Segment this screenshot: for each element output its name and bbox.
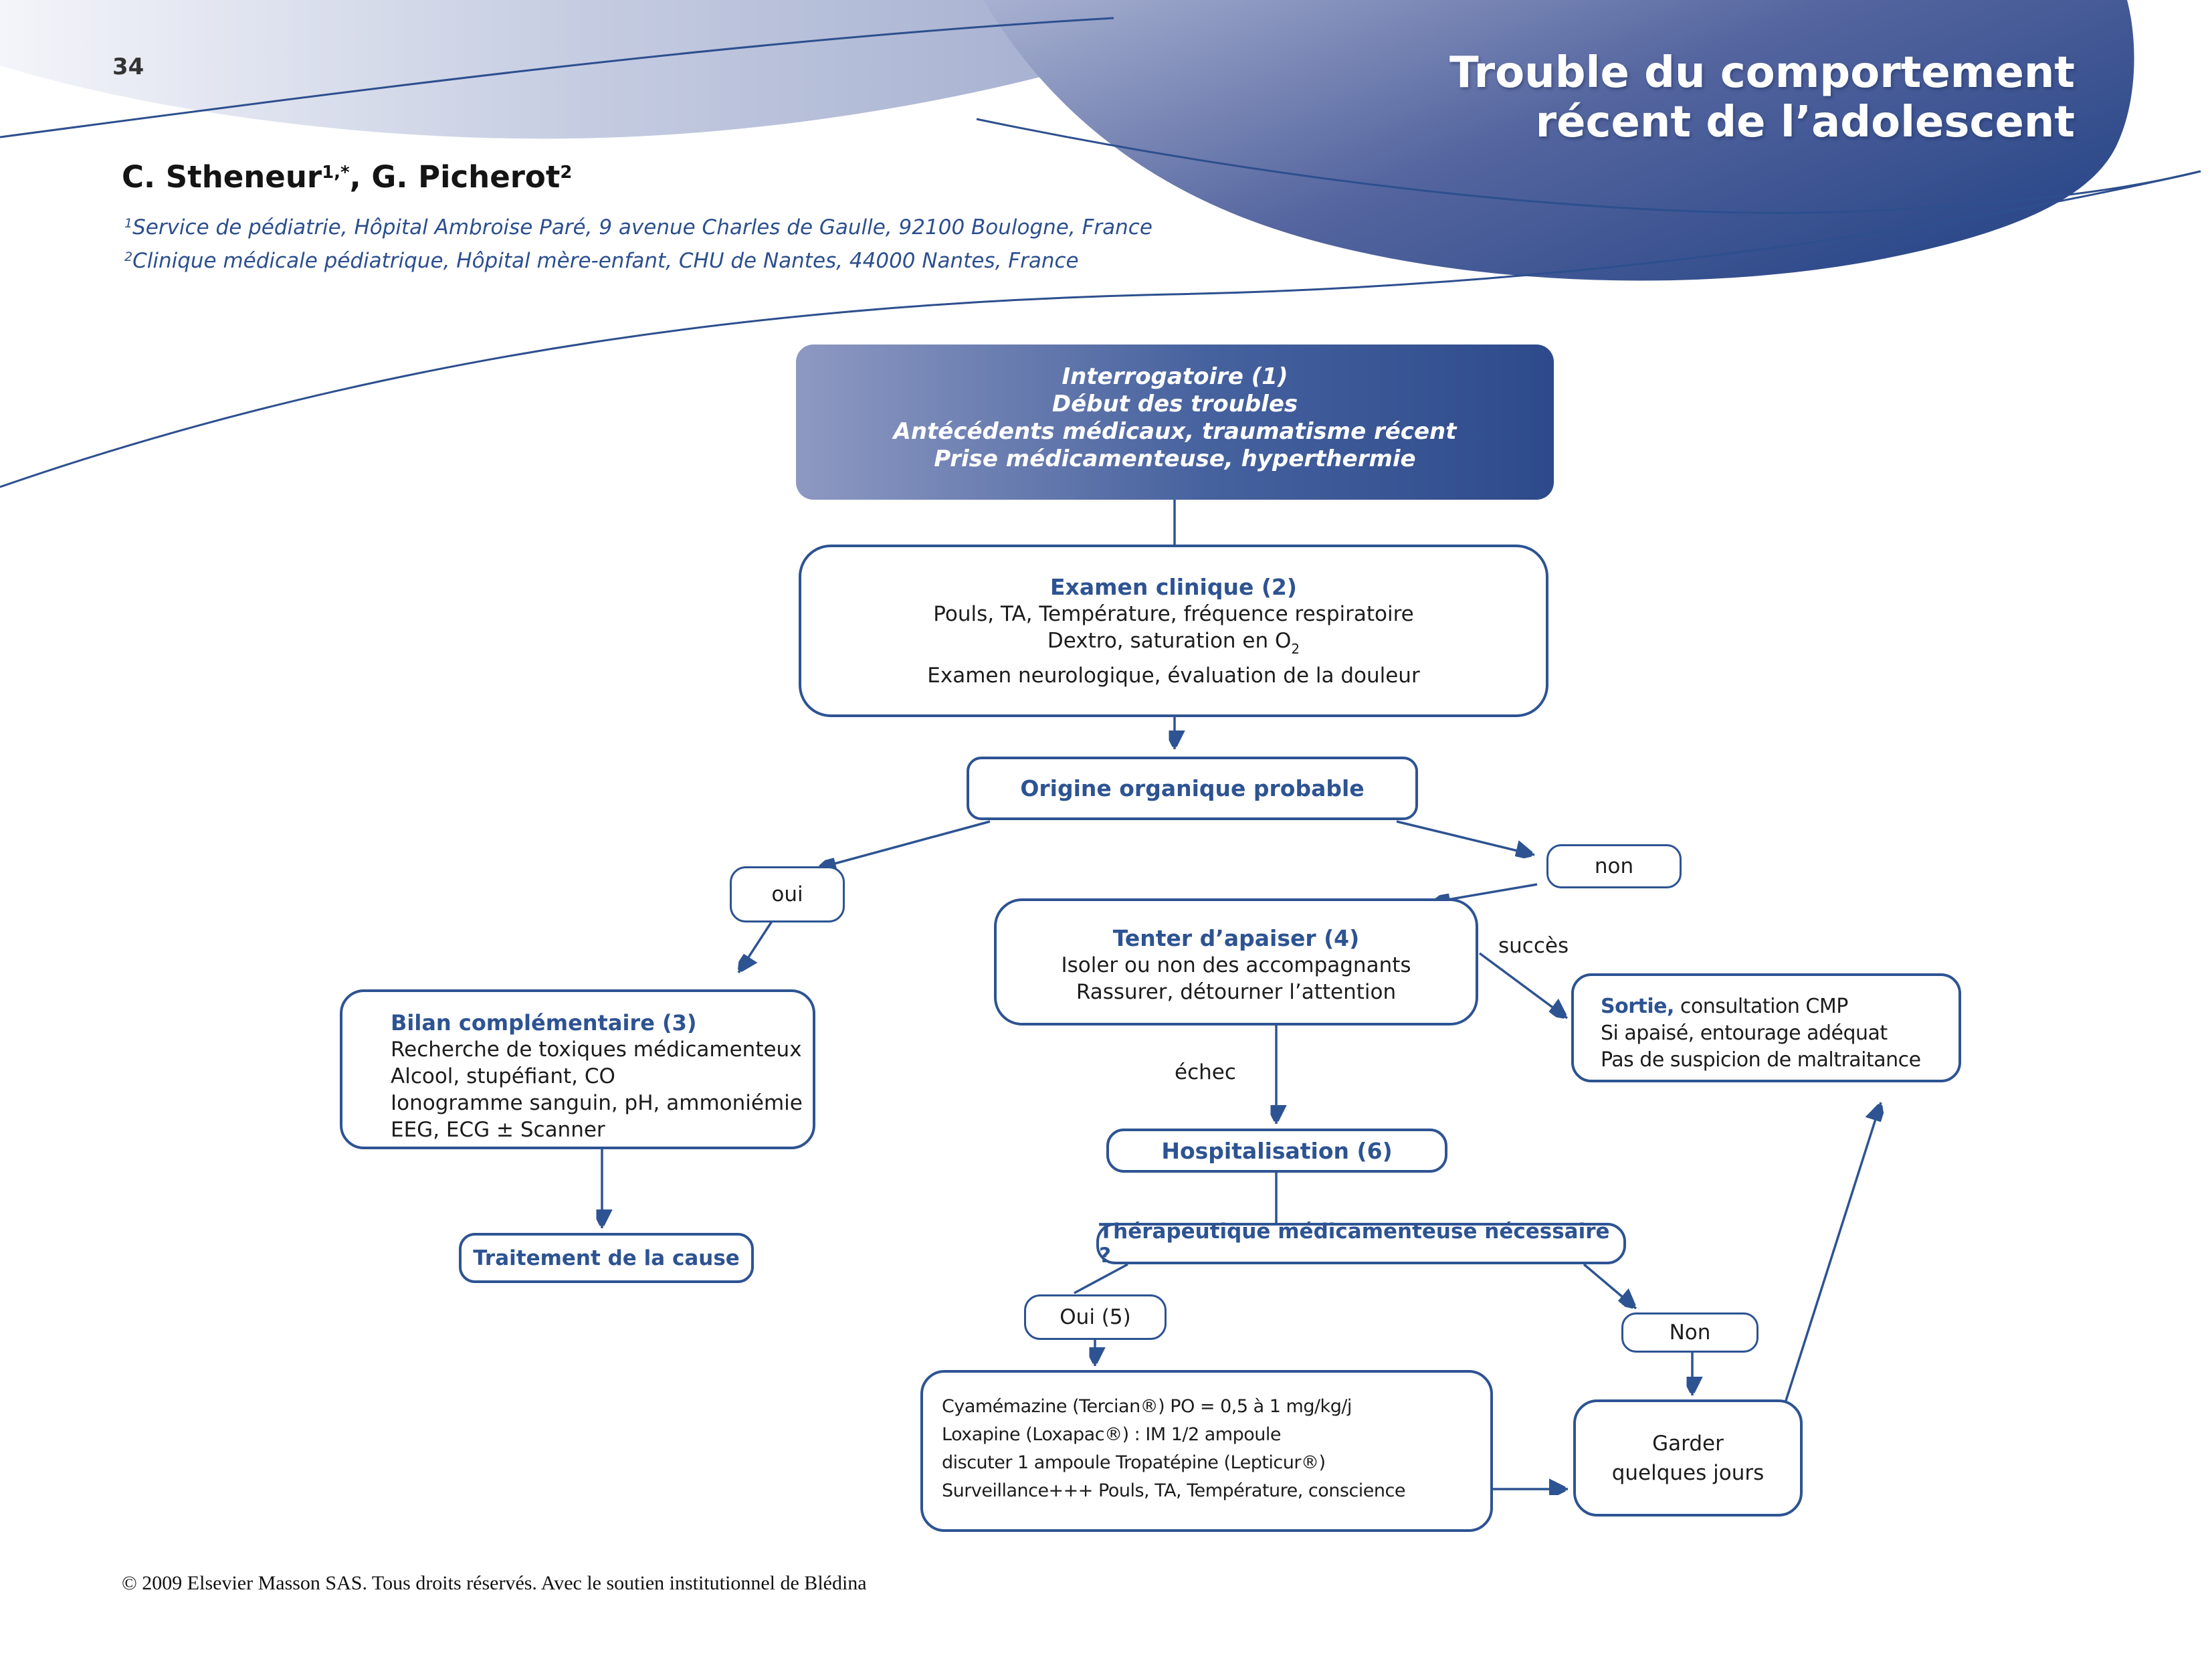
tenter-line: Rassurer, détourner l’attention	[1076, 980, 1397, 1004]
affiliation-1-sup: 1	[124, 216, 133, 231]
examen-line: Pouls, TA, Température, fréquence respiratoire	[933, 602, 1414, 626]
author-separator: ,	[349, 159, 372, 195]
box-interrogatoire	[796, 345, 1554, 500]
author-1-sup: 1,*	[322, 163, 350, 183]
box-origine-organique	[967, 757, 1418, 820]
page-number: 34	[112, 54, 144, 80]
medication-line: Loxapine (Loxapac®) : IM 1/2 ampoule	[942, 1424, 1281, 1445]
box-non	[1546, 844, 1682, 888]
article-title-line2: récent de l’adolescent	[1535, 98, 2075, 147]
garder-line1: Garder	[1652, 1431, 1724, 1456]
bilan-line: Alcool, stupéfiant, CO	[391, 1064, 615, 1088]
article-title	[1449, 48, 2075, 147]
box-traitement-cause	[459, 1233, 754, 1283]
examen-title: Examen clinique (2)	[1050, 574, 1297, 600]
box-bilan-complementaire	[340, 989, 815, 1149]
affiliation-2-sup: 2	[124, 250, 133, 264]
interrogatoire-line: Antécédents médicaux, traumatisme récent	[893, 418, 1457, 445]
author-1: C. Stheneur	[122, 159, 322, 195]
non2-label: Non	[1669, 1321, 1711, 1345]
succes-label: succès	[1498, 934, 1569, 958]
medication-line: Surveillance+++ Pouls, TA, Température, conscience	[942, 1480, 1405, 1501]
origine-title: Origine organique probable	[1020, 775, 1365, 801]
therapeutique-title: Thérapeutique médicamenteuse nécessaire ?	[1099, 1219, 1610, 1268]
sortie-line: Si apaisé, entourage adéquat	[1601, 1021, 1888, 1045]
box-examen-clinique	[799, 545, 1548, 717]
box-non2	[1621, 1312, 1758, 1353]
author-2: G. Picherot	[371, 159, 561, 195]
connector-oui-bilan	[738, 915, 776, 973]
interrogatoire-title: Interrogatoire (1)	[1062, 363, 1288, 390]
oui-label: oui	[771, 882, 803, 906]
traitement-title: Traitement de la cause	[473, 1246, 740, 1270]
affiliation-1-text: Service de pédiatrie, Hôpital Ambroise Paré, 9 avenue Charles de Gaulle, 92100 Boulogne, France	[132, 215, 1152, 239]
connector-origine-oui	[817, 821, 990, 868]
interrogatoire-line: Prise médicamenteuse, hyperthermie	[934, 446, 1416, 472]
hospitalisation-title: Hospitalisation (6)	[1161, 1137, 1393, 1164]
examen-line	[801, 627, 1546, 662]
sortie-lead: Sortie,	[1601, 995, 1674, 1018]
tenter-line: Isoler ou non des accompagnants	[1061, 953, 1411, 977]
echec-label: échec	[1175, 1060, 1236, 1084]
box-garder	[1573, 1399, 1803, 1517]
sortie-line1	[1601, 993, 1953, 1020]
non-label: non	[1594, 854, 1634, 878]
examen-line2-main: Dextro, saturation en O	[1047, 629, 1292, 653]
bilan-line: Recherche de toxiques médicamenteux	[391, 1038, 802, 1062]
tenter-title: Tenter d’apaiser (4)	[1112, 925, 1360, 951]
bilan-line: EEG, ECG ± Scanner	[391, 1118, 605, 1142]
sortie-line1-rest: consultation CMP	[1674, 995, 1848, 1018]
box-tenter-apaiser	[994, 898, 1478, 1026]
examen-line: Examen neurologique, évaluation de la douleur	[927, 664, 1420, 688]
oui5-label: Oui (5)	[1060, 1305, 1131, 1329]
author-2-sup: 2	[560, 163, 573, 183]
article-title-line1: Trouble du comportement	[1449, 48, 2075, 98]
garder-line2: quelques jours	[1611, 1460, 1765, 1485]
connector-therapeutique-oui5	[1074, 1264, 1128, 1293]
box-therapeutique	[1096, 1219, 1626, 1268]
box-oui5	[1024, 1294, 1167, 1340]
box-hospitalisation	[1106, 1129, 1447, 1173]
medication-line: Cyamémazine (Tercian®) PO = 0,5 à 1 mg/kg/j	[942, 1396, 1352, 1417]
box-sortie	[1571, 973, 1961, 1082]
connector-origine-non	[1397, 821, 1534, 855]
bilan-line: Ionogramme sanguin, pH, ammoniémie	[391, 1091, 803, 1115]
footer-copyright: © 2009 Elsevier Masson SAS. Tous droits réservés. Avec le soutien institutionnel de Blédina	[122, 1572, 867, 1594]
affiliation-2-text: Clinique médicale pédiatrique, Hôpital mère-enfant, CHU de Nantes, 44000 Nantes, France	[132, 249, 1079, 273]
connector-therapeutique-non	[1584, 1264, 1636, 1308]
box-medication	[920, 1370, 1493, 1532]
box-oui	[730, 866, 845, 922]
interrogatoire-line: Début des troubles	[1051, 391, 1298, 417]
connector-garder-sortie	[1785, 1102, 1881, 1405]
sortie-line: Pas de suspicion de maltraitance	[1601, 1048, 1921, 1072]
connector-tenter-sortie-succes	[1480, 953, 1567, 1018]
medication-line: discuter 1 ampoule Tropatépine (Lepticur®)	[942, 1452, 1326, 1473]
bilan-title: Bilan complémentaire (3)	[391, 1010, 697, 1036]
examen-line2-sub: 2	[1291, 641, 1300, 657]
